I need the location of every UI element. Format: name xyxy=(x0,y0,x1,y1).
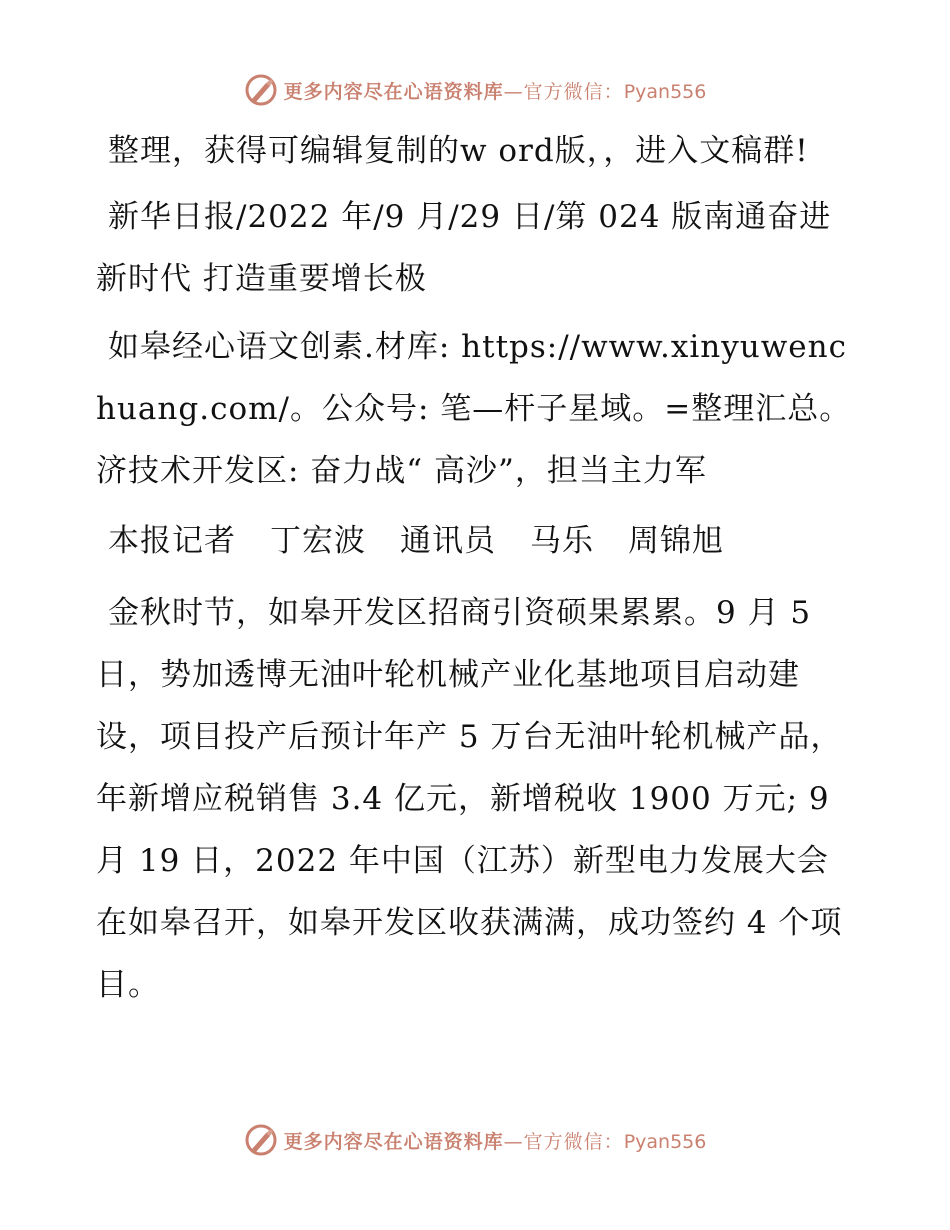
paragraph-subtitle: 如皋经心语文创素.材库: https://www.xinyuwenchuang.com/。公众号: 笔—杆子星域。=整理汇总。济技术开发区: 奋力战“ 高沙”，担当主力军 xyxy=(96,329,852,489)
watermark-site-name: 更多内容尽在心语资料库 xyxy=(283,80,504,103)
paragraph-intro-note: 整理，获得可编辑复制的w ord版，，进入文稿群! xyxy=(108,133,809,169)
watermark-label: 官方微信： xyxy=(523,80,624,103)
paragraph-body: 金秋时节，如皋开发区招商引资硕果累累。9 月 5 日，势加透博无油叶轮机械产业化基地项目启动建设，项目投产后预计年产 5 万台无油叶轮机械产品，年新增应税销售 3.4 亿元，新增税收 1900 万元; 9 月 19 日，2022 年中国（江苏）新型电力发展大会在如皋召开，如皋开发区收获满满，成功签约 4 个项目。 xyxy=(96,595,843,1003)
watermark-separator: — xyxy=(503,1130,524,1153)
watermark-text xyxy=(284,1127,707,1154)
byline-name-1: 马乐 xyxy=(530,523,594,559)
pen-logo-icon xyxy=(244,1123,278,1157)
paragraph-source-title: 新华日报/2022 年/9 月/29 日/第 024 版南通奋进新时代 打造重要增长极 xyxy=(96,199,832,297)
watermark-site-name: 更多内容尽在心语资料库 xyxy=(283,1130,504,1153)
byline-correspondent-label: 通讯员 xyxy=(400,523,496,559)
header-watermark xyxy=(0,70,950,110)
byline-reporter: 丁宏波 xyxy=(270,523,366,559)
watermark-separator: — xyxy=(503,80,524,103)
pen-logo-icon xyxy=(244,73,278,107)
watermark-wechat-id: Pyan556 xyxy=(623,80,707,103)
byline xyxy=(96,510,856,572)
watermark-text xyxy=(284,77,707,104)
footer-watermark xyxy=(0,1120,950,1160)
watermark-label: 官方微信： xyxy=(523,1130,624,1153)
watermark-wechat-id: Pyan556 xyxy=(623,1130,707,1153)
document-body xyxy=(96,120,856,1016)
byline-name-2: 周锦旭 xyxy=(628,523,724,559)
byline-reporter-label: 本报记者 xyxy=(108,523,236,559)
